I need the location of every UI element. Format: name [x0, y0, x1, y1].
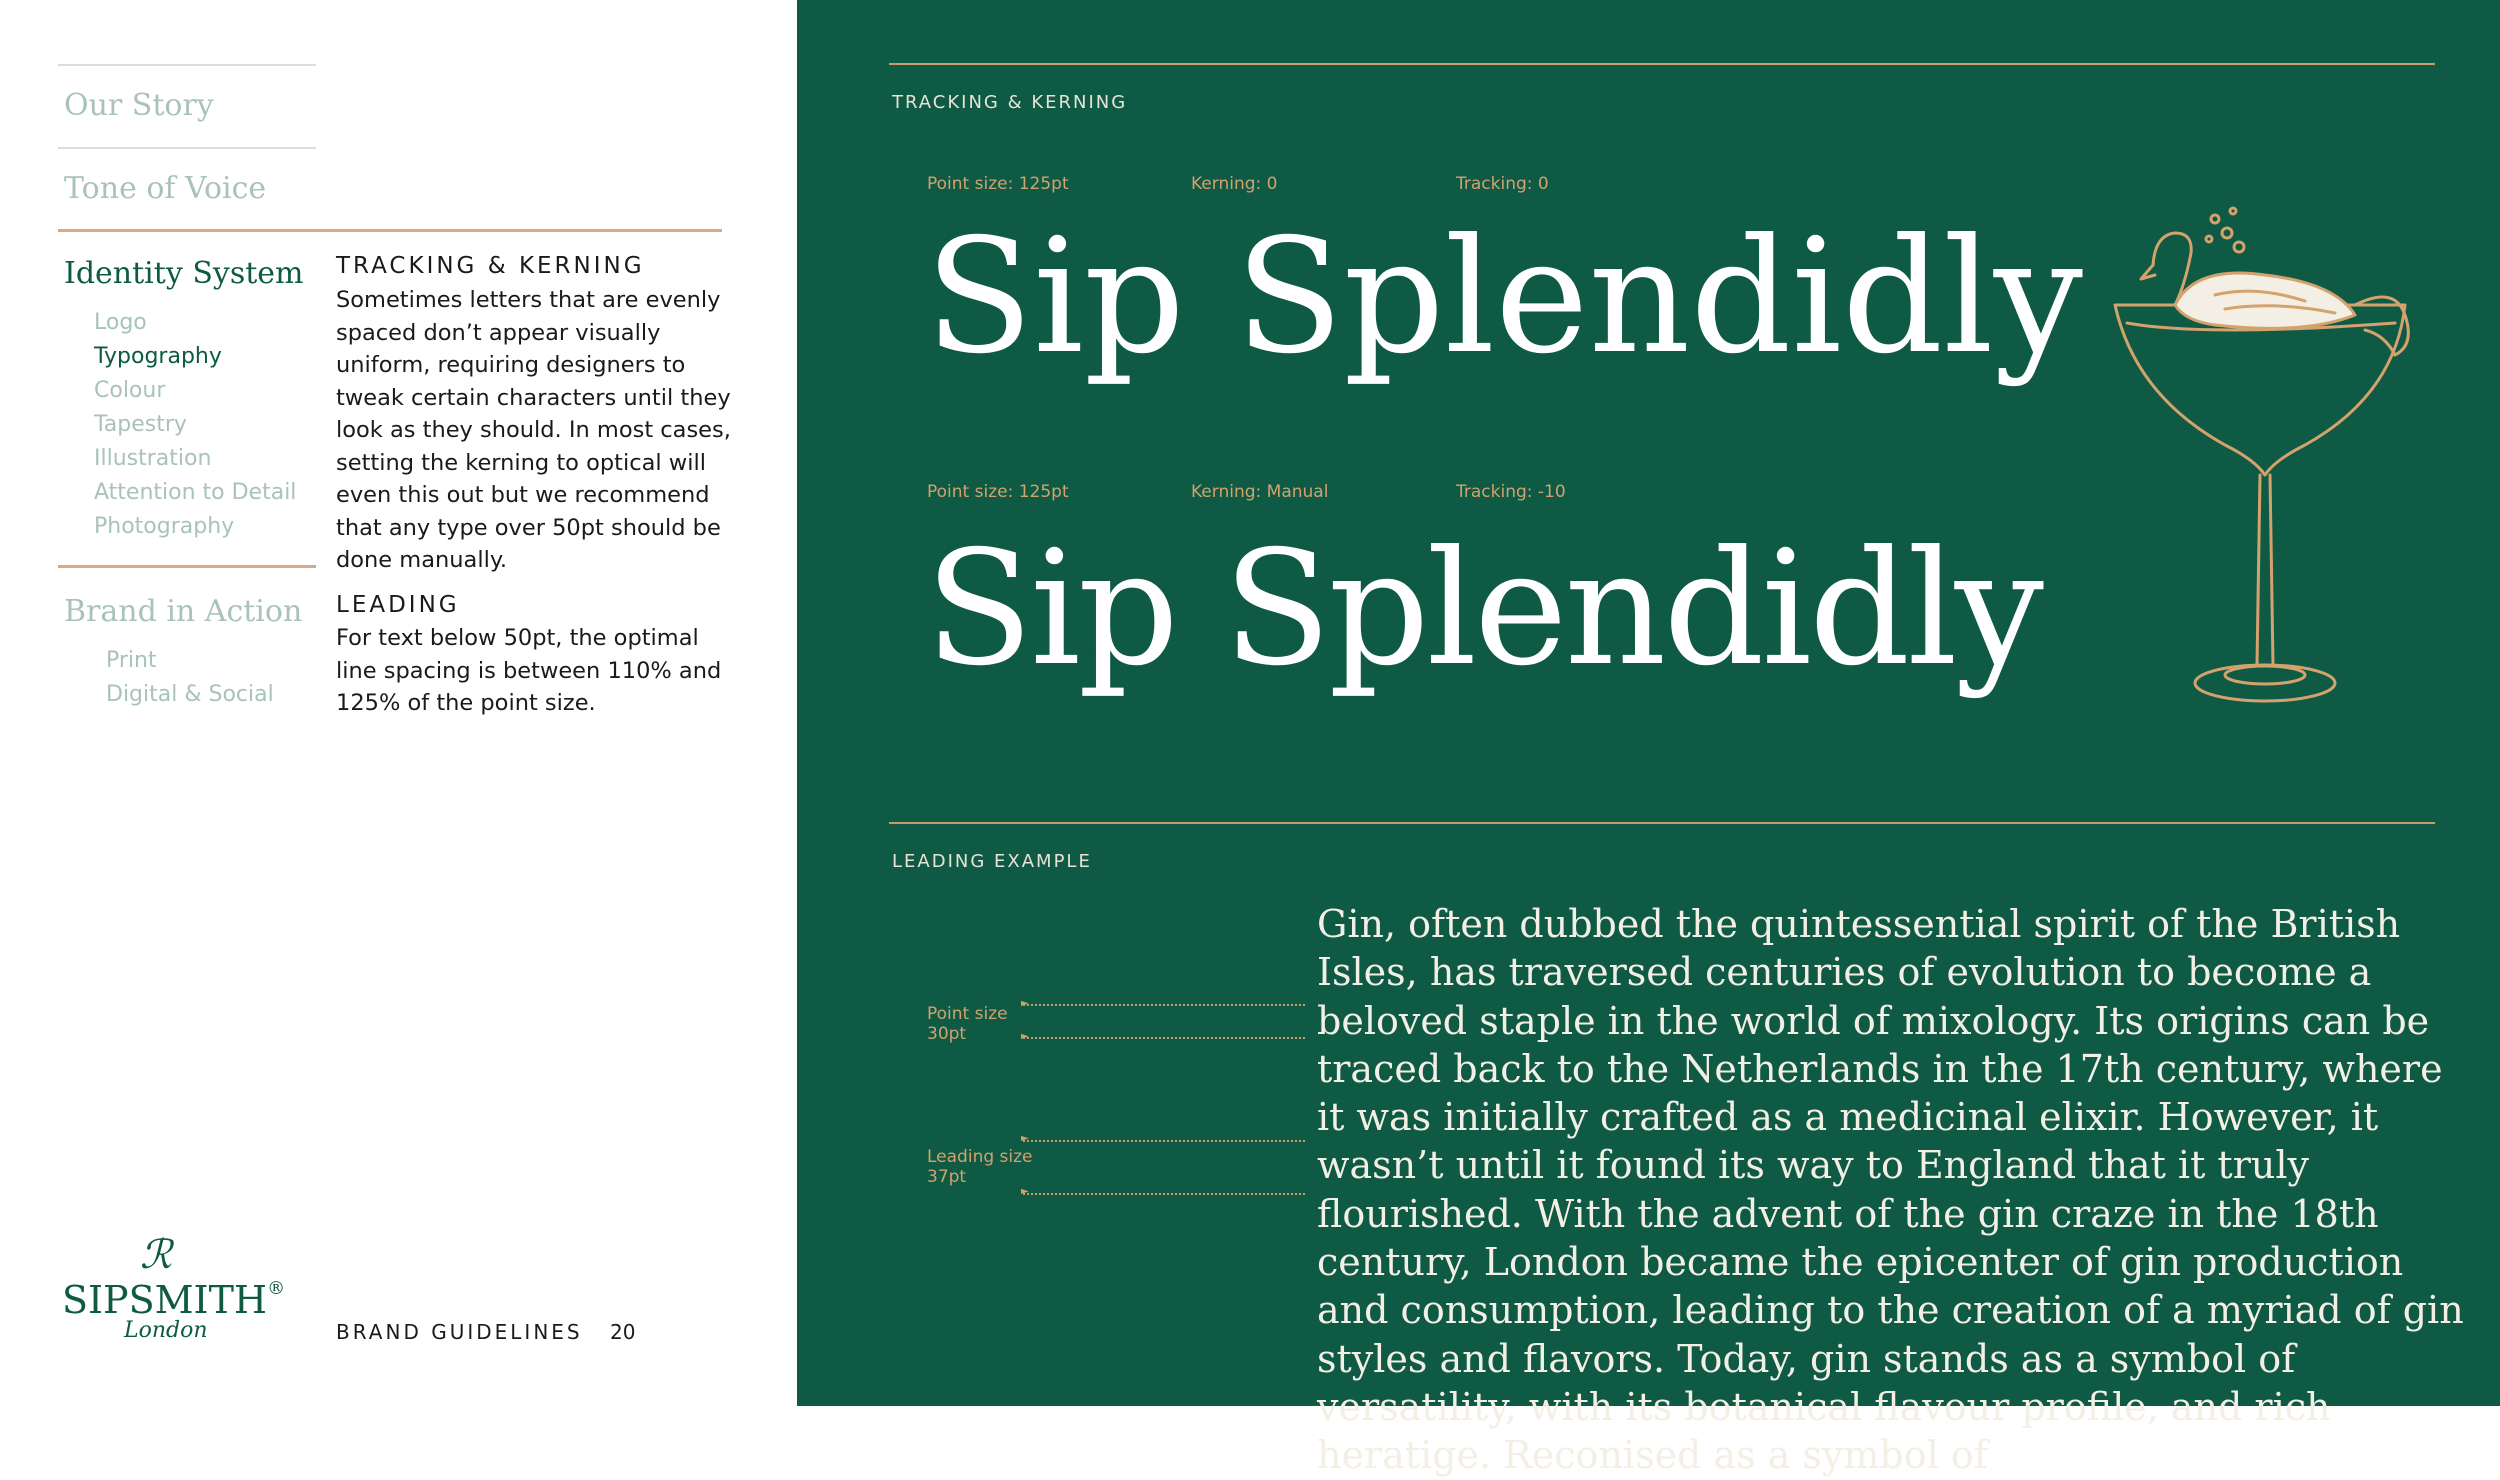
point-size-label	[927, 1004, 1008, 1044]
sample2-kerning: Kerning: Manual	[1191, 482, 1329, 502]
logo-trademark: ®	[267, 1278, 286, 1299]
sample2-text: Sip Splendidly	[925, 517, 2041, 701]
arrow-icon: ►	[1021, 1186, 1029, 1197]
typography-panel	[797, 0, 2500, 1478]
swan-cocktail-illustration	[2105, 205, 2445, 725]
arrow-icon: ►	[1021, 1031, 1029, 1042]
leading-size-value: 37pt	[927, 1167, 967, 1187]
sample1-tracking: Tracking: 0	[1456, 174, 1549, 194]
guide-line	[1023, 1140, 1305, 1142]
leading-example-paragraph: Gin, often dubbed the quintessential spirit of the British Isles, has traversed centuries of evolution to become a beloved staple in the world of mixology. Its origins can be traced back to the Netherlands in the 17th century, where it was initially crafted as a medicinal elixir. However, it wasn’t until it found its way to England that it truly flourished. With the advent of the gin craze in the 18th century, London became the epicenter of gin production and consumption, leading to the creation of a myriad of gin styles and flavors. Today, gin stands as a symbol of versatility, with its botanical flavour profile, and rich heratige. Reconised as a symbol of	[1317, 902, 2464, 1478]
sipsmith-logo-icon: ℛ	[140, 1232, 172, 1278]
nav-item-colour[interactable]: Colour	[94, 378, 166, 403]
divider-gold	[58, 229, 722, 232]
nav-identity-system[interactable]: Identity System	[64, 256, 304, 291]
divider	[58, 64, 316, 66]
divider-gold	[889, 63, 2435, 65]
guidelines-sidebar-page	[0, 0, 797, 1406]
leading-heading: LEADING	[336, 592, 460, 618]
sample2-point-size: Point size: 125pt	[927, 482, 1069, 502]
nav-tone-of-voice[interactable]: Tone of Voice	[64, 171, 267, 206]
divider-gold	[889, 822, 2435, 824]
nav-our-story[interactable]: Our Story	[64, 88, 214, 123]
guide-line	[1023, 1004, 1305, 1006]
nav-item-typography[interactable]: Typography	[94, 344, 222, 369]
sample1-point-size: Point size: 125pt	[927, 174, 1069, 194]
guide-line	[1023, 1193, 1305, 1195]
nav-item-photography[interactable]: Photography	[94, 514, 235, 539]
sipsmith-logo	[62, 1278, 285, 1322]
page-number: 20	[610, 1320, 636, 1344]
point-size-label-text: Point size	[927, 1004, 1008, 1024]
tracking-text: Sometimes letters that are evenly spaced don’t appear visually uniform, requiring designers to tweak certain characters until they look as they should. In most cases, setting the kerning to optical will even this out but we recommend that any type over 50pt should be done manually.	[336, 287, 731, 573]
arrow-icon: ►	[1021, 1133, 1029, 1144]
sample2-tracking: Tracking: -10	[1456, 482, 1566, 502]
tracking-kerning-label: TRACKING & KERNING	[892, 92, 1128, 113]
leading-text: For text below 50pt, the optimal line spacing is between 110% and 125% of the point size.	[336, 625, 722, 716]
logo-subtitle: London	[124, 1318, 208, 1343]
guide-line	[1023, 1037, 1305, 1039]
point-size-value: 30pt	[927, 1024, 967, 1044]
nav-item-illustration[interactable]: Illustration	[94, 446, 212, 471]
leading-size-label	[927, 1147, 1033, 1187]
nav-item-print[interactable]: Print	[106, 648, 157, 673]
nav-item-digital-social[interactable]: Digital & Social	[106, 682, 274, 707]
nav-brand-in-action[interactable]: Brand in Action	[64, 594, 303, 629]
nav-item-logo[interactable]: Logo	[94, 310, 147, 335]
leading-size-label-text: Leading size	[927, 1147, 1033, 1167]
divider-gold	[58, 565, 316, 568]
nav-item-tapestry[interactable]: Tapestry	[94, 412, 187, 437]
sample1-kerning: Kerning: 0	[1191, 174, 1278, 194]
sample1-text: Sip Splendidly	[925, 205, 2083, 389]
nav-item-attention-to-detail[interactable]: Attention to Detail	[94, 480, 297, 505]
logo-name: SIPSMITH	[62, 1278, 268, 1322]
divider	[58, 147, 316, 149]
footer-label: BRAND GUIDELINES	[336, 1320, 583, 1344]
arrow-icon: ►	[1021, 998, 1029, 1009]
tracking-heading: TRACKING & KERNING	[336, 253, 645, 279]
leading-example-label: LEADING EXAMPLE	[892, 851, 1092, 872]
